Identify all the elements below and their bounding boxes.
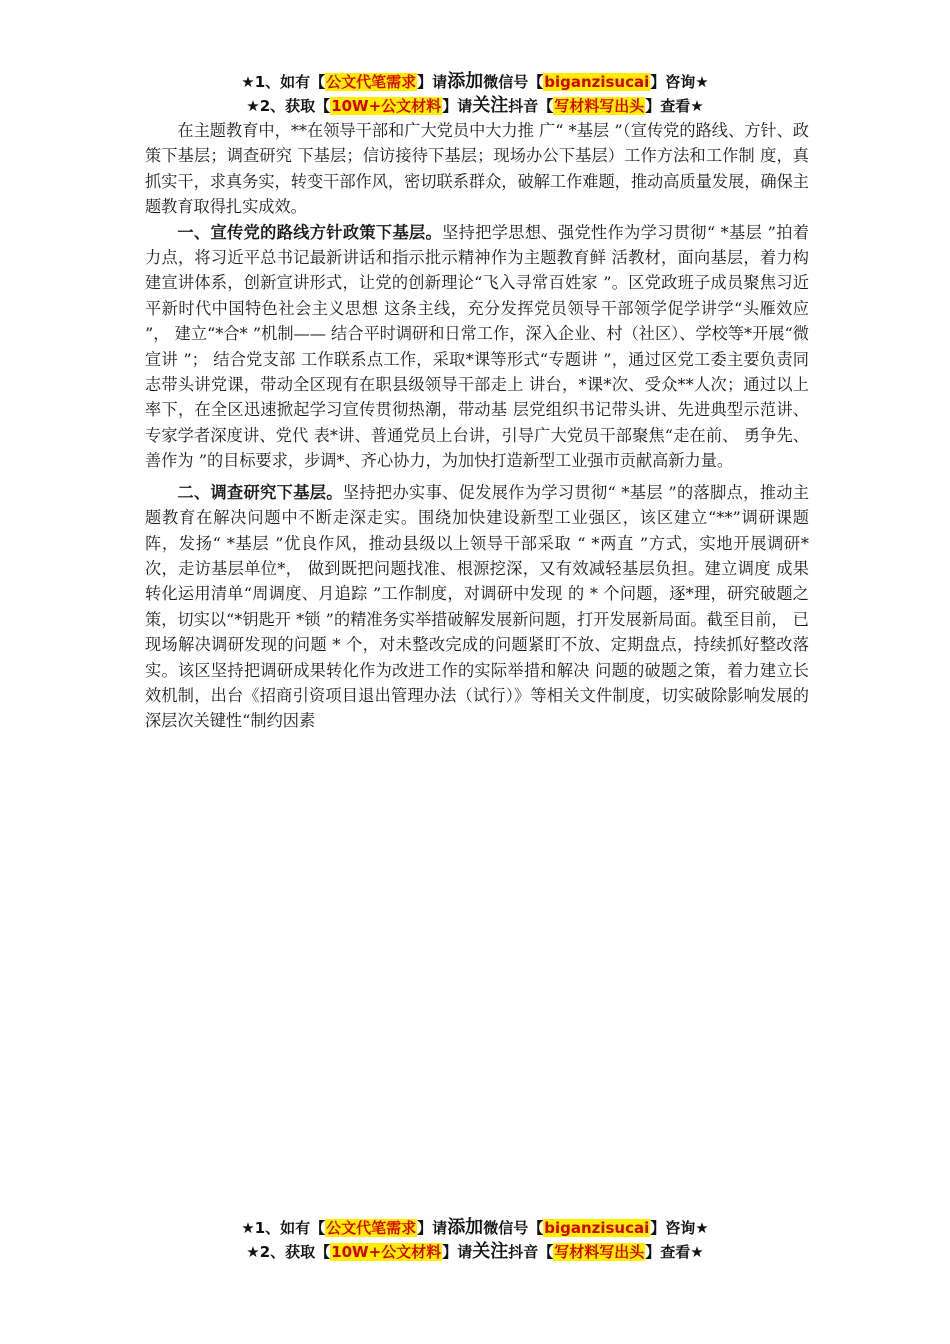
banner-text-emphasis: 添加 (447, 71, 484, 92)
intro-paragraph: 在主题教育中，**在领导干部和广大党员中大力推 广“ *基层 ”（宣传党的路线、方针、政策下基层；调查研究 下基层；信访接待下基层；现场办公下基层）工作方法和工作制 度，真抓实干，求真务实，转变干部作风，密切联系群众，破解工作难题，推动高质量发展，确保主题教育取得扎实成效。 (145, 121, 809, 217)
section-2-paragraph (145, 480, 809, 734)
banner-text: 】请 (442, 97, 473, 115)
banner-line-1 (0, 70, 950, 94)
footer-banner (0, 1216, 950, 1264)
highlight-service: 公文代笔需求 (326, 73, 417, 91)
section-2-body: 坚持把办实事、促发展作为学习贯彻“ *基层 ”的落脚点，推动主题教育在解决问题中不断走深走实。围绕加快建设新型工业强区，该区建立“**”调研课题 阵，发扬“ *基层 ”优良作风，推动县级以上领导干部采取 “ *两直 ”方式，实地开展调研* 次，走访基层单位*， 做到既把问题找准、根源挖深，又有效减轻基层负担。建立调度 成果转化运用清单“周调度、月追踪 ”工作制度，对调研中发现 的 * 个问题，逐*理，研究破题之策，切实以“*钥匙开 *锁 ”的精准务实举措破解发展新问题，打开发展新局面。截至目前， 已现场解决调研发现的问题 * 个，对未整改完成的问题紧盯不放、定期盘点，持续抓好整改落实。该区坚持把调研成果转化作为改进工作的实际举措和解决 问题的破题之策，着力建立长效机制，出台《招商引资项目退出管理办法（试行）》等相关文件制度，切实破除影响发展的深层次关键性“制约因素 (145, 482, 810, 731)
banner-text: ★1、如有【 (241, 73, 326, 91)
banner-text: 抖音【 (508, 1243, 554, 1261)
highlight-douyin: 写材料写出头 (554, 1243, 645, 1261)
banner-text: 】咨询★ (650, 73, 709, 91)
banner-line-2 (0, 94, 950, 118)
banner-text-emphasis: 关注 (472, 1241, 509, 1262)
section-1-body: 坚持把学思想、强党性作为学习贯彻“ *基层 ”拍着 力点，将习近平总书记最新讲话和指示批示精神作为主题教育鲜 活教材，面向基层，着力构建宣讲体系，创新宣讲形式，让党的创新理论“飞入寻常百姓家 ”。区党政班子成员聚焦习近平新时代中国特色社会主义思想 这条主线，充分发挥党员领导干部领学促学讲学“头雁效应 ”， 建立“*合* ”机制—— 结合平时调研和日常工作，深入企业、村（社区）、学校等*开展“微宣讲 ”； 结合党支部 工作联系点工作，采取*课等形式“专题讲 ”，通过区党工委主要负责同志带头讲党课，带动全区现有在职县级领导干部走上 讲台，*课*次、受众**人次；通过以上率下，在全区迅速掀起学习宣传贯彻热潮，带动基 层党组织书记带头讲、先进典型示范讲、专家学者深度讲、党代 表*讲、普通党员上台讲，引导广大党员干部聚焦“走在前、 勇争先、善作为 ”的目标要求，步调*、齐心协力，为加快打造新型工业强市贡献高新力量。 (145, 222, 810, 471)
section-2-heading: 二、调查研究下基层。 (177, 482, 343, 502)
banner-text: 】请 (442, 1243, 473, 1261)
banner-text-emphasis: 添加 (447, 1217, 484, 1238)
banner-text: 】查看★ (645, 97, 704, 115)
banner-line-1 (0, 1216, 950, 1240)
highlight-wechat-id: biganzisucai (544, 73, 650, 91)
banner-text: 微信号【 (483, 1219, 544, 1237)
section-1-paragraph (145, 220, 809, 474)
article-body (145, 118, 809, 734)
banner-text-emphasis: 关注 (472, 95, 509, 116)
highlight-douyin: 写材料写出头 (554, 97, 645, 115)
banner-text: 微信号【 (483, 73, 544, 91)
banner-text: ★2、获取【 (246, 1243, 331, 1261)
banner-text: ★1、如有【 (241, 1219, 326, 1237)
highlight-service: 公文代笔需求 (326, 1219, 417, 1237)
banner-line-2 (0, 1240, 950, 1264)
banner-text: 】查看★ (645, 1243, 704, 1261)
banner-text: ★2、获取【 (246, 97, 331, 115)
section-1-heading: 一、宣传党的路线方针政策下基层。 (177, 222, 443, 242)
highlight-wechat-id: biganzisucai (544, 1219, 650, 1237)
header-banner (0, 70, 950, 118)
banner-text: 】咨询★ (650, 1219, 709, 1237)
banner-text: 】请 (417, 73, 448, 91)
banner-text: 抖音【 (508, 97, 554, 115)
highlight-materials: 10W+公文材料 (331, 97, 442, 115)
highlight-materials: 10W+公文材料 (331, 1243, 442, 1261)
banner-text: 】请 (417, 1219, 448, 1237)
